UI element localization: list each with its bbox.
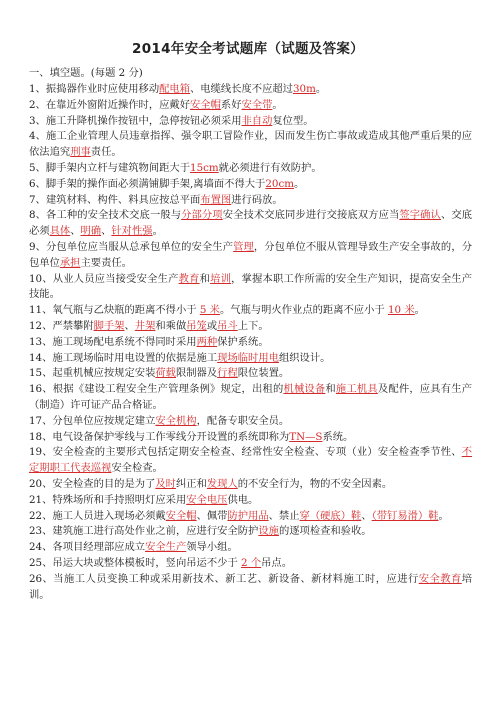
question-item	[29, 208, 472, 240]
question-text: 纠正和	[175, 477, 207, 490]
answer-text: 行程	[217, 367, 238, 380]
question-text: 18、电气设备保护零线与工作零线分开设置的系统即称为	[29, 430, 290, 443]
question-text: 限制器及	[175, 367, 218, 380]
question-text: 14、施工现场临时用电设置的依据是施工	[29, 351, 218, 364]
question-item	[29, 351, 472, 367]
question-item	[29, 366, 472, 382]
question-text: 。	[294, 177, 305, 190]
question-item	[29, 430, 472, 446]
question-text: 和	[199, 272, 211, 285]
question-text: 10、从业人员应当接受安全生产	[29, 272, 179, 285]
question-item	[29, 82, 472, 98]
answer-text: 签字确认	[399, 209, 441, 222]
answer-text: 现场临时用电	[217, 351, 279, 364]
question-text: 供电。	[227, 493, 259, 506]
answer-text: 不定期职工代表巡视	[29, 446, 472, 475]
question-text: 、	[361, 509, 372, 522]
question-item	[29, 98, 472, 114]
question-text: 就必须进行有效防护。	[218, 161, 322, 174]
question-text: 培训。	[29, 572, 473, 601]
question-item	[29, 414, 472, 430]
answer-text: 吊笼	[186, 319, 207, 332]
question-text: 21、特殊场所和手持照明灯应采用	[29, 493, 187, 506]
question-text: 。	[152, 225, 163, 238]
question-item	[29, 319, 472, 335]
answer-text: 非自动	[241, 114, 273, 127]
question-text: 或	[206, 319, 218, 332]
question-text: 和	[325, 383, 336, 396]
question-text: 24、各项目经理部应成立	[29, 541, 146, 554]
question-text: 9、分包单位应当服从总承包单位的安全生产	[29, 240, 234, 253]
question-text: 进行码放。	[231, 193, 283, 206]
question-text: 、	[101, 225, 112, 238]
question-item	[29, 129, 472, 161]
answer-text: 吊斗	[217, 319, 238, 332]
question-text: ，掌握本职工作所需的安全生产知识，提高安全生产技能。	[29, 272, 473, 301]
section-heading: 一、填空题。(每题 2 分)	[29, 67, 143, 79]
question-item	[29, 445, 472, 477]
question-text: 。	[315, 83, 327, 95]
question-text: 吊点。	[261, 556, 293, 569]
question-item	[29, 193, 472, 209]
question-text: ，分包单位不服从管理导致生产安全事故的，分包单位	[29, 240, 473, 269]
question-text: 。	[272, 98, 283, 111]
question-text: 复位型。	[272, 114, 314, 127]
question-text: 和乘做	[155, 319, 187, 332]
question-item	[29, 161, 472, 177]
question-text: 、	[124, 319, 135, 332]
page-title: 2014年安全考试题库（试题及答案）	[132, 41, 364, 57]
question-text: 的逐项检查和验收。	[278, 525, 372, 538]
answer-text: （带钉易滑）鞋	[371, 509, 439, 522]
question-text: 13、施工现场配电系统不得同时采用	[29, 335, 197, 348]
answer-text: 井架	[134, 319, 156, 332]
question-item	[29, 509, 472, 525]
answer-text: 安全机构	[155, 414, 197, 427]
answer-text: 施工机具	[335, 383, 378, 396]
answer-text: 管理	[233, 240, 254, 253]
question-text: 系好	[220, 98, 242, 111]
question-text: 25、吊运大块或整体模板时，竖向吊运不少于	[29, 556, 242, 569]
question-text: 、	[70, 225, 81, 238]
answer-text: 安全帽	[190, 98, 221, 111]
question-text: 19、安全检查的主要形式包括定期安全检查、经常性安全检查、专项（业）安全检查季节性、	[29, 446, 462, 459]
question-text: 。气瓶与明火作业点的距离不应小于	[219, 304, 388, 317]
question-text: 保护系统。	[217, 335, 269, 348]
answer-text: 分部分项	[181, 209, 223, 222]
answer-text: 15cm	[190, 161, 219, 174]
question-item	[29, 303, 472, 319]
question-text: 、交底必须	[29, 209, 473, 238]
answer-text: 安全生产	[145, 541, 187, 554]
question-text: 的不安全行为，物的不安全因素。	[237, 477, 393, 490]
question-text: 组织设计。	[278, 351, 331, 364]
question-item	[29, 240, 472, 272]
question-item	[29, 335, 472, 351]
question-item	[29, 272, 472, 304]
answer-text: 安全帽	[165, 509, 197, 522]
question-text: 安全技术交底同步进行交接底双方应当	[222, 209, 400, 222]
answer-text: 教育	[178, 272, 200, 285]
answer-text: 及时	[155, 477, 176, 490]
answer-text: 针对性强	[111, 225, 153, 238]
answer-text: 布置图	[200, 193, 232, 206]
question-text: 系统。	[322, 430, 354, 443]
answer-text: 穿（硬底）鞋	[299, 509, 362, 522]
answer-text: 安全电压	[186, 493, 228, 506]
question-text: 5、脚手架内立杆与建筑物间距大于	[29, 161, 191, 174]
answer-text: 承担	[59, 256, 81, 269]
answer-text: 刑事	[70, 146, 91, 159]
question-text: 20、安全检查的目的是为了	[29, 477, 156, 490]
question-text: 6、脚手架的操作面必须满铺脚手架,离墙面不得大于	[29, 177, 266, 190]
question-text: 2、在靠近外窗附近操作时，应戴好	[29, 98, 191, 111]
question-item	[29, 524, 472, 540]
question-text: 4、施工企业管理人员违章指挥、强令职工冒险作业，因而发生伤亡事故或造成其他严重后果的应依法追究	[29, 130, 472, 159]
answer-text: 机械设备	[283, 383, 326, 396]
answer-text: 两种	[196, 335, 218, 348]
answer-text: 防护用品	[227, 509, 269, 522]
question-item	[29, 114, 472, 130]
question-text: 22、施工人员进入现场必须戴	[29, 509, 166, 522]
question-text: 责任。	[90, 146, 122, 159]
question-list	[29, 82, 472, 603]
question-item	[29, 477, 472, 493]
question-text: 领导小组。	[186, 541, 238, 554]
answer-text: 荷载	[155, 367, 176, 380]
question-text: 3、施工升降机操作按钮中，急停按钮必须采用	[29, 114, 242, 127]
answer-text: TN—S	[289, 430, 323, 443]
answer-text: 安全教育	[418, 572, 462, 585]
question-text: 上下。	[237, 319, 269, 332]
question-text: 12、严禁攀附	[29, 319, 94, 332]
question-text: 7、建筑材料、构件、料具应按总平面	[29, 193, 201, 206]
question-text: 16、根据《建设工程安全生产管理条例》规定，出租的	[29, 383, 284, 396]
question-text: 安全检查。	[111, 462, 163, 475]
question-text: 主要责任。	[80, 256, 132, 269]
question-text: ，配备专职安全员。	[196, 414, 290, 427]
question-item	[29, 493, 472, 509]
question-text: 、电缆线长度不应超过	[190, 83, 293, 95]
question-text: 23、建筑施工进行高处作业之前，应进行安全防护	[29, 525, 259, 538]
question-text: 26、当施工人员变换工种或采用新技术、新工艺、新设备、新材料施工时，应进行	[29, 572, 419, 585]
answer-text: 明确	[80, 225, 102, 238]
question-text: 8、各工种的安全技术交底一般与	[29, 209, 182, 222]
answer-text: 设施	[258, 525, 279, 538]
question-text: 及配件，应具有生产（制造）许可证产品合格证。	[29, 383, 473, 411]
answer-text: 具体	[49, 225, 71, 238]
question-text: 1、振捣器作业时应使用移动	[29, 83, 160, 95]
answer-text: 安全带	[241, 98, 273, 111]
answer-text: 10 米	[387, 304, 415, 317]
question-text: 11、氧气瓶与乙炔瓶的距离不得小于	[29, 304, 200, 317]
question-text: 15、起重机械应按规定安装	[29, 367, 156, 380]
question-text: 、佩带	[196, 509, 228, 522]
answer-text: 20cm	[265, 177, 294, 190]
answer-text: 脚手架	[93, 319, 125, 332]
answer-text: 5 米	[199, 304, 220, 317]
question-text: 。	[414, 304, 425, 317]
question-item	[29, 382, 472, 414]
question-text: 17、分包单位应按规定建立	[29, 414, 156, 427]
answer-text: 2 个	[241, 556, 262, 569]
question-text: 、禁止	[268, 509, 300, 522]
question-text: 。	[438, 509, 449, 522]
question-item	[29, 572, 472, 604]
answer-text: 培训	[210, 272, 232, 285]
question-item	[29, 556, 472, 572]
question-item	[29, 540, 472, 556]
question-item	[29, 177, 472, 193]
answer-text: 发现人	[206, 477, 238, 490]
question-text: 限位装置。	[237, 367, 290, 380]
answer-text: 30m	[292, 83, 316, 95]
answer-text: 配电箱	[159, 83, 191, 95]
